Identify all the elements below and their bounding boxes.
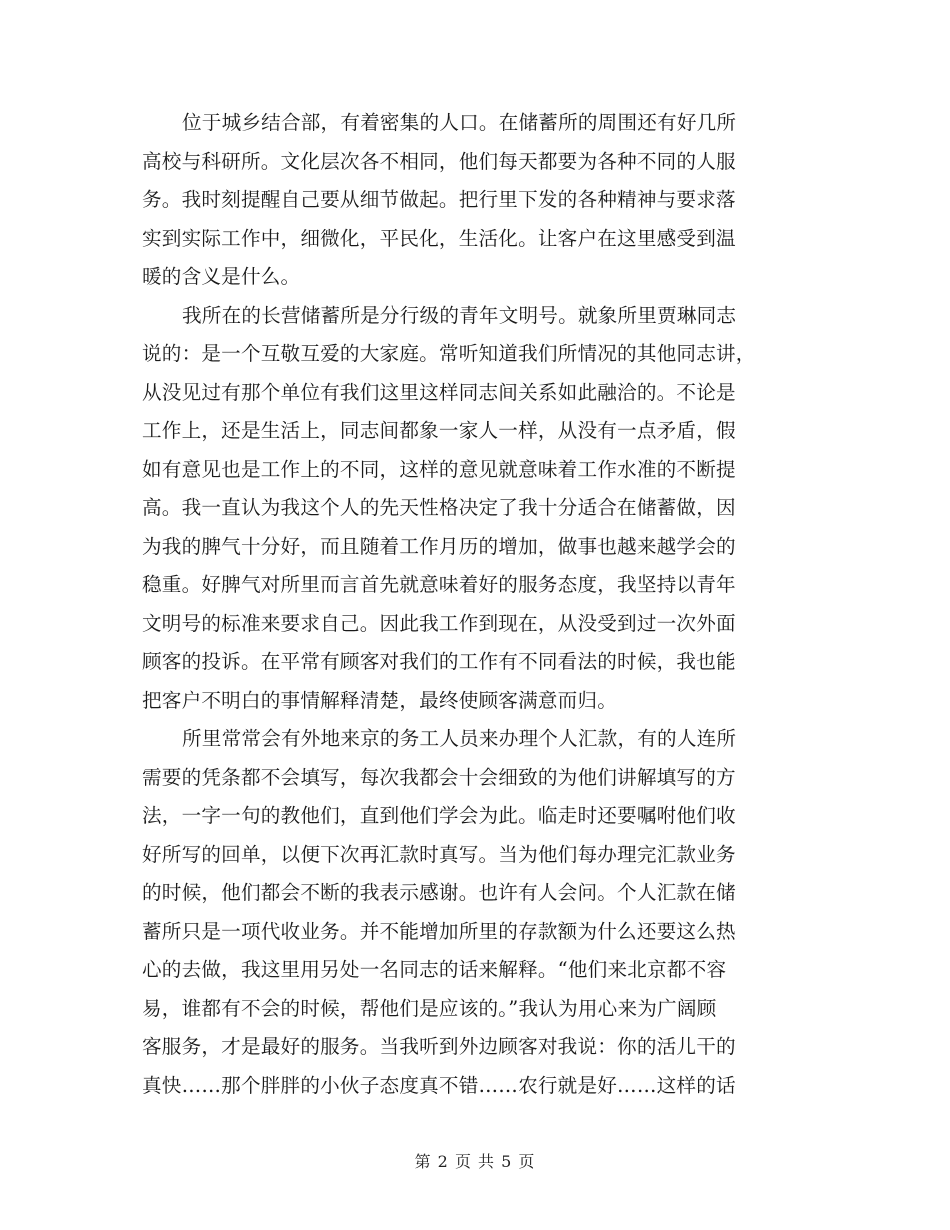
text-line: 法，一字一句的教他们，直到他们学会为此。临走时还要嘱咐他们收 (142, 804, 736, 827)
page-number: 第 2 页 共 5 页 (414, 1152, 536, 1171)
text-line: 真快……那个胖胖的小伙子态度真不错……农行就是好……这样的话 (142, 1073, 736, 1097)
text-line: 为我的脾气十分好，而且随着工作月历的增加，做事也越来越学会的 (142, 534, 736, 558)
page-footer (0, 1150, 950, 1174)
text-line: 务。我时刻提醒自己要从细节做起。把行里下发的各种精神与要求落 (142, 188, 736, 211)
body-text (142, 104, 800, 1105)
text-line: 从没见过有那个单位有我们这里这样同志间关系如此融洽的。不论是 (142, 380, 736, 404)
text-line: 稳重。好脾气对所里而言首先就意味着好的服务态度，我坚持以青年 (142, 573, 736, 596)
text-line: 实到实际工作中，细微化，平民化，生活化。让客户在这里感受到温 (142, 226, 736, 250)
text-line: 好所写的回单，以便下次再汇款时真写。当为他们每办理完汇款业务 (142, 842, 736, 866)
text-line: 位于城乡结合部，有着密集的人口。在储蓄所的周围还有好几所 (182, 111, 737, 134)
text-line: 文明号的标准来要求自己。因此我工作到现在，从没受到过一次外面 (142, 611, 736, 635)
text-line: 高校与科研所。文化层次各不相同，他们每天都要为各种不同的人服 (142, 149, 736, 173)
text-line: 的时候，他们都会不断的我表示感谢。也许有人会问。个人汇款在储 (142, 881, 736, 904)
text-line: 需要的凭条都不会填写，每次我都会十会细致的为他们讲解填写的方 (142, 765, 736, 789)
text-line: 心的去做，我这里用另处一名同志的话来解释。“他们来北京都不容 (142, 958, 727, 981)
text-line: 如有意见也是工作上的不同，这样的意见就意味着工作水准的不断提 (142, 457, 736, 481)
text-line: 客服务，才是最好的服务。当我听到外边顾客对我说：你的活儿干的 (142, 1035, 736, 1058)
text-line: 顾客的投诉。在平常有顾客对我们的工作有不同看法的时候，我也能 (142, 650, 736, 673)
text-line: 说的：是一个互敬互爱的大家庭。常听知道我们所情况的其他同志讲， (142, 342, 756, 365)
text-line: 我所在的长营储蓄所是分行级的青年文明号。就象所里贾琳同志 (182, 303, 737, 327)
text-line: 工作上，还是生活上，同志间都象一家人一样，从没有一点矛盾，假 (142, 419, 736, 442)
text-line: 暖的含义是什么。 (142, 265, 301, 288)
text-line: 易，谁都有不会的时候，帮他们是应该的。”我认为用心来为广阔顾 (142, 996, 717, 1020)
text-line: 把客户不明白的事情解释清楚，最终使顾客满意而归。 (142, 688, 618, 712)
text-line: 所里常常会有外地来京的务工人员来办理个人汇款，有的人连所 (182, 727, 737, 750)
text-line: 蓄所只是一项代收业务。并不能增加所里的存款额为什么还要这么热 (142, 919, 736, 943)
text-line: 高。我一直认为我这个人的先天性格决定了我十分适合在储蓄做，因 (142, 496, 736, 519)
